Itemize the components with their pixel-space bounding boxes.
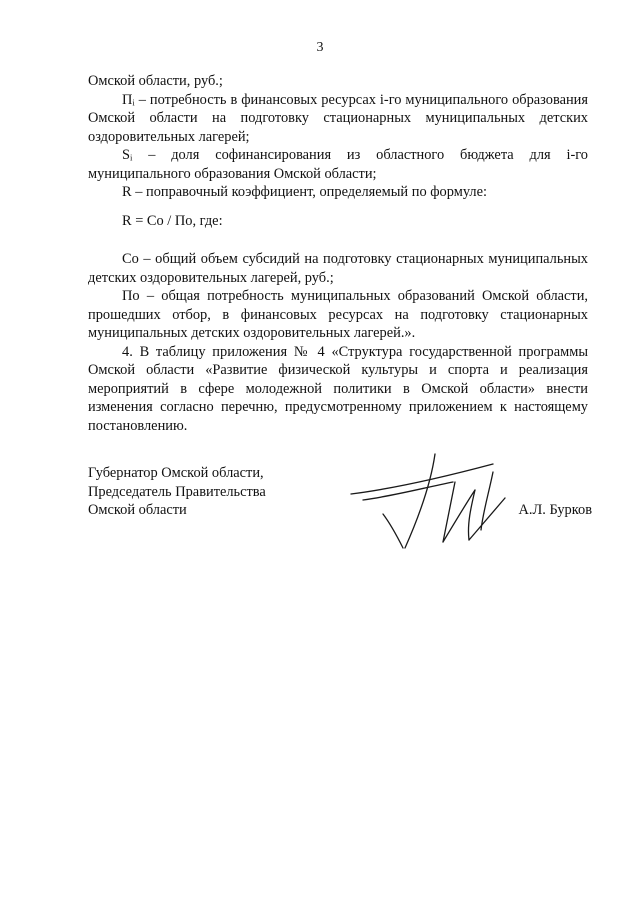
page-number: 3	[316, 40, 324, 55]
paragraph-item-4: 4. В таблицу приложения № 4 «Структура государственной программы Омской области «Развитие физической культуры и спорта и реализация мероприятий в сфере молодежной политики в Омской области» внести изменения согласно перечню, предусмотренному приложением к настоящему постановлению.	[88, 343, 588, 434]
paragraph-co-definition: Со – общий объем субсидий на подготовку стационарных муниципальных детских оздоровительных лагерей, руб.;	[88, 251, 588, 286]
signature-block	[88, 464, 592, 554]
signatory-title	[88, 464, 266, 520]
paragraph-po-definition: По – общая потребность муниципальных образований Омской области, прошедших отбор, в финансовых ресурсах на подготовку стационарных муниципальных детских оздоровительных лагерей.».	[88, 288, 588, 341]
paragraph-p-i-definition: Пᵢ – потребность в финансовых ресурсах i-го муниципального образования Омской области на подготовку стационарных муниципальных детских оздоровительных лагерей;	[88, 91, 588, 145]
signatory-title-line-2: Председатель Правительства	[88, 483, 266, 500]
signatory-name: А.Л. Бурков	[518, 502, 592, 518]
paragraph-s-i-definition: Sᵢ – доля софинансирования из областного бюджета для i-го муниципального образования Омской области;	[88, 147, 588, 182]
paragraph-r-definition: R – поправочный коэффициент, определяемый по формуле:	[122, 184, 487, 200]
document-body	[88, 72, 588, 435]
paragraph-continuation: Омской области, руб.;	[88, 73, 223, 89]
formula-line: R = Со / По, где:	[122, 212, 223, 229]
signatory-title-line-1: Губернатор Омской области,	[88, 465, 264, 481]
signatory-title-line-3: Омской области	[88, 502, 187, 518]
handwritten-signature	[343, 452, 518, 552]
